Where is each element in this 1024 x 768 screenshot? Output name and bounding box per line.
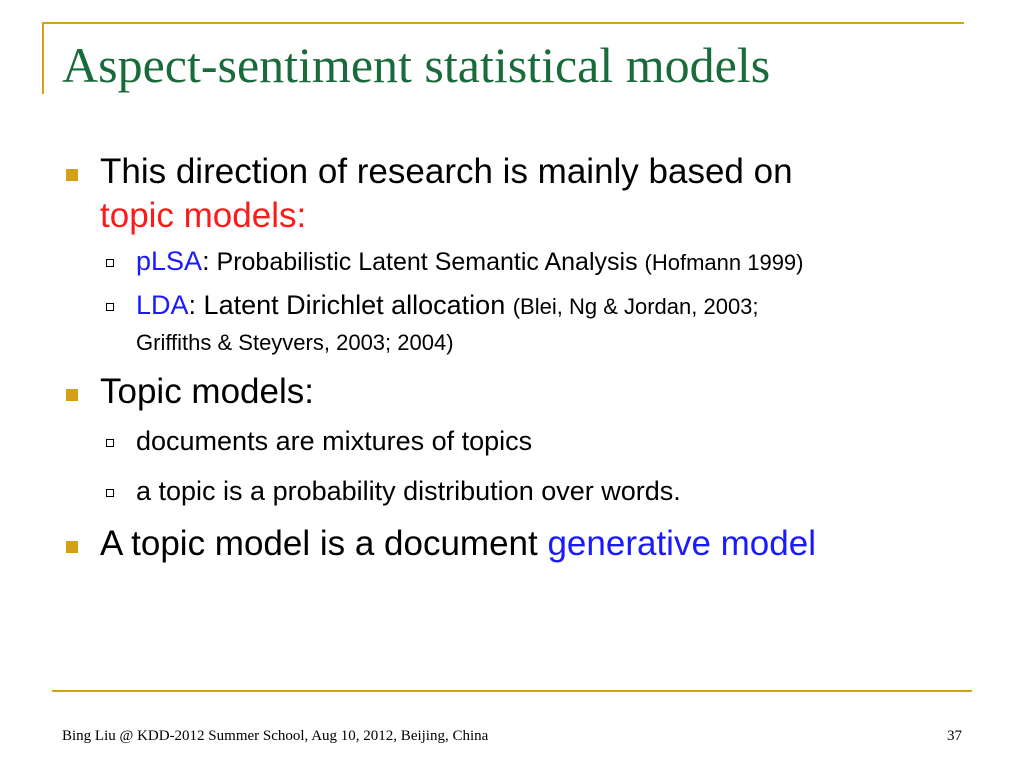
bullet-text: This direction of research is mainly based on: [100, 152, 793, 191]
square-bullet-icon: [66, 541, 78, 553]
hollow-square-bullet-icon: [106, 439, 114, 447]
sub-bullet-text: Probabilistic Latent Semantic Analysis: [209, 248, 645, 276]
bullet-text: Topic models:: [100, 372, 314, 411]
bullet-generative-model: [62, 522, 982, 566]
citation-continued: Griffiths & Steyvers, 2003; 2004): [136, 330, 454, 355]
sub-bullet-topic-distribution: [62, 474, 982, 508]
sub-bullet-lda: [62, 288, 982, 360]
bullet-highlight-topic-models: topic models:: [100, 196, 307, 235]
citation: (Blei, Ng & Jordan, 2003;: [512, 294, 759, 319]
bullet-topic-models: [62, 370, 982, 414]
term-colon: :: [188, 290, 197, 320]
bullet-research-direction: [62, 150, 982, 238]
footer-divider-line: [52, 690, 972, 692]
frame-top-line: [42, 22, 964, 24]
term-plsa: pLSA: [136, 246, 203, 276]
hollow-square-bullet-icon: [106, 303, 114, 311]
footer-credit: Bing Liu @ KDD-2012 Summer School, Aug 10, 2012, Beijing, China: [62, 728, 489, 744]
term-lda: LDA: [136, 290, 189, 320]
bullet-text: A topic model is a document: [100, 524, 548, 563]
sub-bullet-plsa: [62, 244, 982, 280]
slide-title: Aspect-sentiment statistical models: [62, 37, 771, 93]
slide-body: [62, 150, 982, 566]
square-bullet-icon: [66, 169, 78, 181]
hollow-square-bullet-icon: [106, 489, 114, 497]
square-bullet-icon: [66, 389, 78, 401]
term-colon: :: [202, 246, 210, 276]
sub-bullet-documents-mixtures: [62, 424, 982, 458]
sub-bullet-text: a topic is a probability distribution over words.: [136, 476, 681, 506]
page-number: 37: [947, 728, 962, 744]
sub-bullet-text: documents are mixtures of topics: [136, 426, 533, 456]
sub-bullet-text: Latent Dirichlet allocation: [196, 290, 513, 320]
hollow-square-bullet-icon: [106, 259, 114, 267]
bullet-highlight-generative-model: generative model: [547, 524, 816, 563]
citation: (Hofmann 1999): [644, 250, 804, 275]
frame-left-line: [42, 22, 44, 94]
